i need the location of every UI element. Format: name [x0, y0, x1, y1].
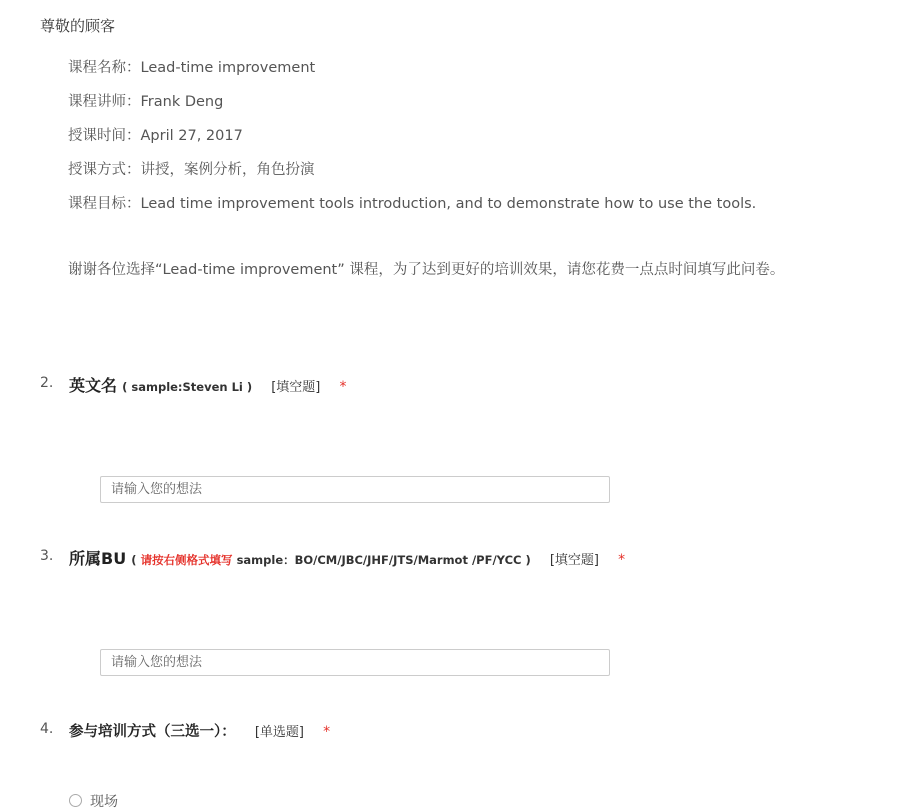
question-2-title — [69, 373, 346, 396]
question-3-hint-rest: sample：BO/CM/JBC/JHF/JTS/Marmot /PF/YCC ) — [232, 553, 531, 567]
radio-option-label: 现场 — [90, 793, 118, 810]
radio-circle-icon[interactable] — [69, 794, 82, 807]
question-2-required-mark: * — [339, 379, 347, 395]
question-3-number: 3. — [40, 548, 54, 564]
question-3-hint-red: 请按右侧格式填写 — [140, 553, 233, 567]
question-3-title — [69, 546, 625, 569]
question-4-title — [69, 720, 330, 741]
greeting: 尊敬的顾客 — [40, 17, 116, 35]
course-method-label: 授课方式： — [68, 162, 141, 178]
course-name-value: Lead-time improvement — [140, 60, 316, 76]
course-time-label: 授课时间： — [68, 128, 141, 144]
course-goal-label: 课程目标： — [68, 196, 141, 212]
question-4-number: 4. — [40, 721, 54, 737]
course-method-value: 讲授，案例分析，角色扮演 — [140, 162, 315, 178]
question-2-number: 2. — [40, 375, 54, 391]
question-4-required-mark: * — [323, 724, 331, 740]
question-4-type: [单选题] — [254, 725, 304, 740]
course-goal-line — [68, 192, 756, 213]
question-3-hint — [131, 553, 530, 567]
radio-option-onsite[interactable] — [69, 790, 118, 811]
thanks-text: 谢谢各位选择“Lead-time improvement” 课程，为了达到更好的培训效果，请您花费一点点时间填写此问卷。 — [68, 262, 785, 278]
course-method-line — [68, 158, 315, 179]
course-name-line — [68, 56, 315, 77]
question-2-hint: ( sample:Steven Li ) — [122, 380, 253, 394]
question-3-hint-open: ( — [131, 553, 141, 567]
question-3-type: [填空题] — [549, 553, 599, 568]
course-lecturer-label: 课程讲师： — [68, 94, 141, 110]
english-name-input[interactable] — [100, 476, 610, 503]
question-2-type: [填空题] — [271, 380, 321, 395]
bu-input[interactable] — [100, 649, 610, 676]
course-name-label: 课程名称： — [68, 60, 141, 76]
question-3-title-text: 所属BU — [69, 549, 127, 568]
question-2-title-text: 英文名 — [69, 376, 118, 395]
course-goal-value: Lead time improvement tools introduction, and to demonstrate how to use the tools. — [140, 196, 757, 212]
question-4-title-text: 参与培训方式（三选一）： — [69, 724, 236, 740]
course-lecturer-line — [68, 90, 223, 111]
question-3-required-mark: * — [618, 552, 626, 568]
course-lecturer-value: Frank Deng — [140, 94, 224, 110]
course-time-value: April 27, 2017 — [140, 128, 243, 144]
course-time-line — [68, 124, 243, 145]
